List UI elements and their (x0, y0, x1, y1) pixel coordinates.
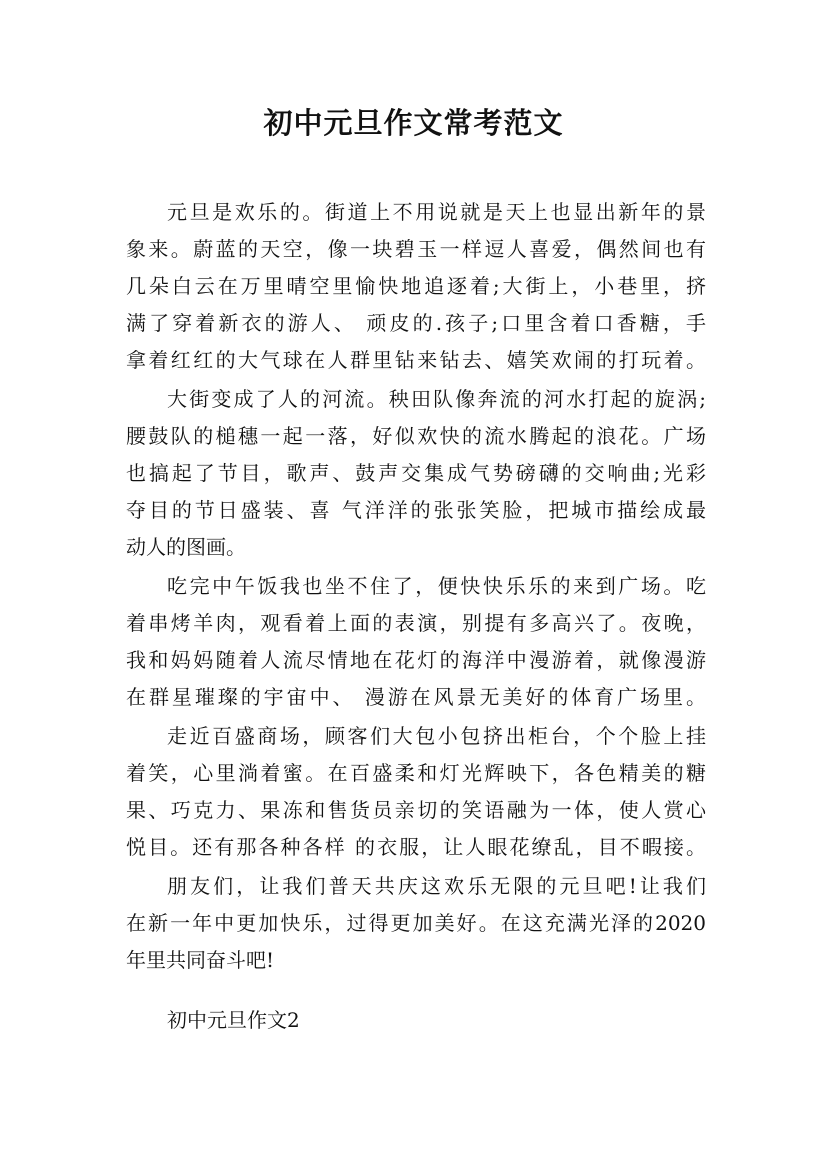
paragraph-4-line-2: 着笑，心里淌着蜜。在百盛柔和灯光辉映下，各色精美的糖 (126, 761, 706, 785)
paragraph-1-line-3: 几朵白云在万里晴空里愉快地追逐着;大街上，小巷里，挤 (126, 274, 706, 298)
paragraph-3-line-3: 我和妈妈随着人流尽情地在花灯的海洋中漫游着，就像漫游 (126, 648, 706, 672)
paragraph-3-line-2: 着串烤羊肉，观看着上面的表演，别提有多高兴了。夜晚， (126, 611, 706, 635)
page-title: 初中元旦作文常考范文 (263, 106, 564, 140)
paragraph-2-line-2: 腰鼓队的槌穗一起一落，好似欢快的流水腾起的浪花。广场 (126, 424, 706, 448)
paragraph-1-line-1: 元旦是欢乐的。街道上不用说就是天上也显出新年的景 (167, 200, 706, 224)
paragraph-2-line-3: 也搞起了节目，歌声、鼓声交集成气势磅礴的交响曲;光彩 (126, 461, 706, 485)
paragraph-5-line-1: 朋友们，让我们普天共庆这欢乐无限的元旦吧!让我们 (167, 874, 706, 898)
paragraph-4-line-3: 果、巧克力、果冻和售货员亲切的笑语融为一体，使人赏心 (126, 798, 706, 822)
paragraph-3-line-4: 在群星璀璨的宇宙中、 漫游在风景无美好的体育广场里。 (126, 685, 706, 709)
paragraph-2-line-4: 夺目的节日盛装、喜 气洋洋的张张笑脸，把城市描绘成最 (126, 498, 706, 522)
paragraph-5-line-3: 年里共同奋斗吧! (126, 948, 275, 972)
paragraph-1-line-2: 象来。蔚蓝的天空，像一块碧玉一样逗人喜爱，偶然间也有 (126, 237, 706, 261)
paragraph-4-line-1: 走近百盛商场，顾客们大包小包挤出柜台，个个脸上挂 (167, 724, 706, 748)
section-heading: 初中元旦作文2 (167, 1008, 300, 1032)
paragraph-1-line-5: 拿着红红的大气球在人群里钻来钻去、嬉笑欢闹的打玩着。 (126, 348, 706, 372)
paragraph-3-line-1: 吃完中午饭我也坐不住了，便快快乐乐的来到广场。吃 (167, 574, 706, 598)
paragraph-4-line-4: 悦目。还有那各种各样 的衣服，让人眼花缭乱，目不暇接。 (126, 835, 706, 859)
paragraph-2-line-5: 动人的图画。 (126, 535, 246, 559)
paragraph-5-line-2: 在新一年中更加快乐，过得更加美好。在这充满光泽的2020 (126, 911, 706, 935)
paragraph-1-line-4: 满了穿着新衣的游人、 顽皮的.孩子;口里含着口香糖，手 (126, 311, 706, 335)
paragraph-2-line-1: 大街变成了人的河流。秧田队像奔流的河水打起的旋涡; (167, 387, 706, 411)
